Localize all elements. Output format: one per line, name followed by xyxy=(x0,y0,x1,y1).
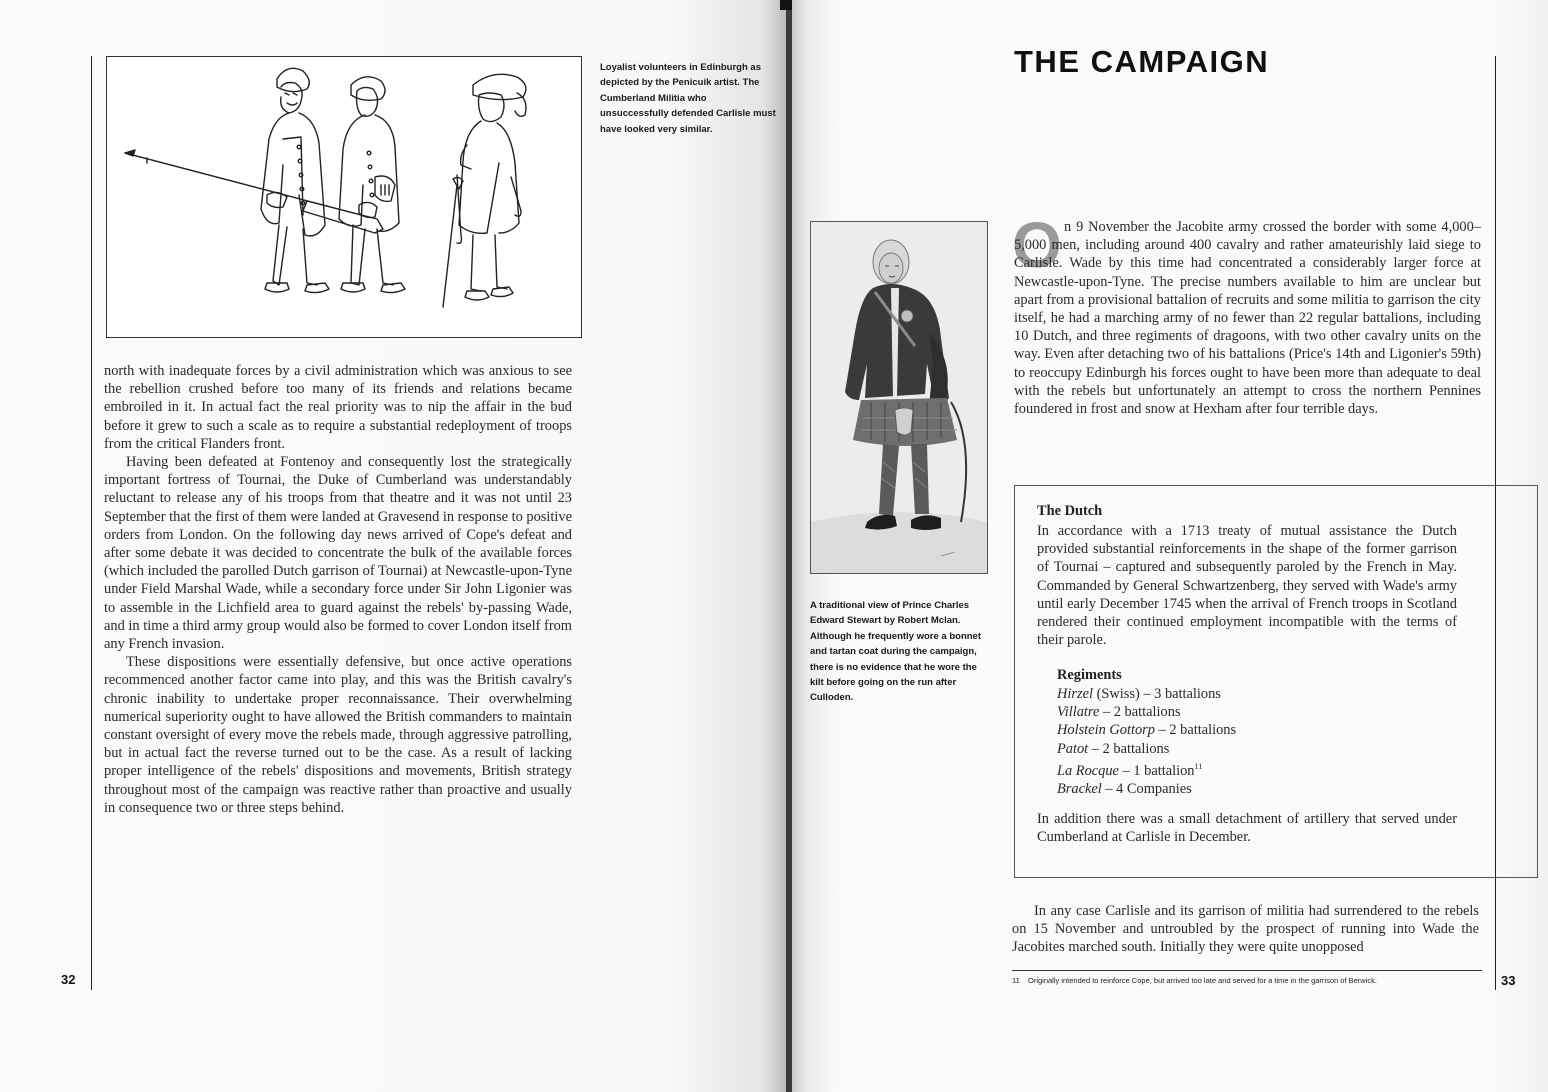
regiment-name: Brackel xyxy=(1057,781,1102,798)
regiment-item xyxy=(1057,740,1236,758)
left-margin-rule xyxy=(91,56,92,990)
regiment-detail: – 1 battalion xyxy=(1118,762,1195,779)
sidebar-closing-paragraph: In addition there was a small detachment of artillery that served under Cumberland at Carlisle in December. xyxy=(1037,811,1457,846)
sidebar-closing-note xyxy=(1037,810,1457,846)
illustration-caption: Loyalist volunteers in Edinburgh as depicted by the Penicuik artist. The Cumberland Militia who unsuccessfully defended Carlisle must have looked very similar. xyxy=(600,62,776,135)
paragraph: Having been defeated at Fontenoy and consequently lost the strategically important fortress of Tournai, the Duke of Cumberland was understandably reluctant to release any of his troops from that theatre and it was not until 23 September that the first of them were landed at Gravesend in response to positive orders from London. On the following day news arrived of Cope's defeat and after some debate it was decided to concentrate the bulk of the available forces (which included the parolled Dutch garrison of Tournai) at Newcastle-upon-Tyne under Field Marshal Wade, while a secondary force under Sir John Ligonier was to assemble in the Lichfield area to guard against the rebels' by-passing Wade, and in time a third army group would also be formed to cover London itself from any French invasion. xyxy=(104,454,572,653)
prince-charles-portrait xyxy=(810,221,988,574)
footnote-text: Originally intended to reinforce Cope, but arrived too late and served for a time in the garrison of Berwick. xyxy=(1028,976,1377,985)
paragraph: north with inadequate forces by a civil administration which was anxious to see the rebellion crushed before too many of its friends and relations became embroiled in it. In actual fact the real priority was to nip the affair in the bud before it grew to such a scale as to require a substantial redeployment of troops from the critical Flanders front. xyxy=(104,363,572,452)
page-number-left: 32 xyxy=(61,972,76,987)
continuation-paragraph: In any case Carlisle and its garrison of militia had surrendered to the rebels on 15 November and untroubled by the prospect of running into Wade the Jacobites marched south. Initially they were quite unopposed xyxy=(1012,903,1479,956)
right-page xyxy=(792,0,1548,1092)
paragraph: These dispositions were essentially defensive, but once active operations recommenced another factor came into play, and this was the British cavalry's chronic inability to undertake proper reconnaissance. Their overwhelming numerical superiority ought to have allowed the British commanders to maintain constant oversight of every move the rebels made, through aggressive patrolling, but in actual fact the reverse turned out to be the case. As a result of lacking proper intelligence of the rebels' dispositions and movements, British strategy throughout most of the campaign was reactive rather than proactive and usually in consequence two or three steps behind. xyxy=(104,654,572,816)
portrait-caption: A traditional view of Prince Charles Edward Stewart by Robert Mclan. Although he frequently wore a bonnet and tartan coat during the campaign, there is no evidence that he wore the kilt before going on the run after Culloden. xyxy=(810,600,981,704)
regiment-detail: – 2 battalions xyxy=(1088,740,1170,757)
regiment-name: La Rocque xyxy=(1057,762,1119,779)
regiment-item xyxy=(1057,758,1236,780)
regiment-detail: – 4 Companies xyxy=(1101,781,1192,798)
page-number-right: 33 xyxy=(1501,973,1516,988)
regiment-detail: (Swiss) – 3 battalions xyxy=(1092,686,1221,702)
regiment-name: Patot xyxy=(1057,740,1089,757)
chapter-title: THE CAMPAIGN xyxy=(1014,44,1270,79)
regiments-heading: Regiments xyxy=(1057,667,1122,683)
intro-paragraph: n 9 November the Jacobite army crossed the border with some 4,000–5,000 men, including around 400 cavalry and rather amateurishly laid siege to Carlisle. Wade by this time had concentrated a considerably larger force at Newcastle-upon-Tyne. The precise numbers available to him are unclear but apart from a provisional battalion of recruits and some militia to garrison the city itself, he had a marching army of no fewer than 22 regular battalions, including 10 Dutch, and three regiments of dragoons, with two other cavalry units on the way. Even after detaching two of his battalions (Price's 14th and Ligonier's 59th) to reoccupy Edinburgh his forces ought to have been more than adequate to deal with the rebels but unfortunately an attempt to cross the northern Pennines foundered in frost and snow at Hexham after four terrible days. xyxy=(1014,219,1481,418)
intro-text xyxy=(1014,218,1481,418)
regiment-name: Villatre xyxy=(1057,704,1100,721)
continuation-text xyxy=(1012,902,1479,957)
footnote-number: 11 xyxy=(1012,976,1020,985)
regiment-item xyxy=(1057,780,1236,798)
right-margin-rule xyxy=(1495,56,1496,990)
regiment-item xyxy=(1057,703,1236,721)
left-body-text xyxy=(104,362,572,817)
footnote-rule xyxy=(1012,970,1482,971)
drop-cap: O xyxy=(1012,209,1062,281)
regiment-detail: – 2 battalions xyxy=(1099,704,1181,721)
regiment-name: Holstein Gottorp xyxy=(1057,722,1155,739)
sidebar-title: The Dutch xyxy=(1037,503,1103,519)
loyalist-volunteers-illustration xyxy=(106,56,582,338)
footnote-marker: 11 xyxy=(1194,761,1203,771)
regiments-list xyxy=(1057,685,1236,798)
regiment-item xyxy=(1057,685,1236,703)
sidebar-body xyxy=(1037,522,1457,649)
footnote xyxy=(1012,976,1377,985)
regiment-item xyxy=(1057,721,1236,739)
regiment-detail: – 2 battalions xyxy=(1154,722,1237,739)
sidebar-paragraph: In accordance with a 1713 treaty of mutual assistance the Dutch provided substantial reinforcements in the shape of the former garrison of Tournai – captured and subsequently paroled by the French in May. Commanded by General Schwartzenberg, they served with Wade's army until early December 1745 when the arrival of French troops in Scotland rendered their continued employment incompatible with the terms of their parole. xyxy=(1037,523,1457,649)
the-dutch-sidebar xyxy=(1014,485,1538,878)
regiment-name: Hirzel xyxy=(1057,686,1093,702)
